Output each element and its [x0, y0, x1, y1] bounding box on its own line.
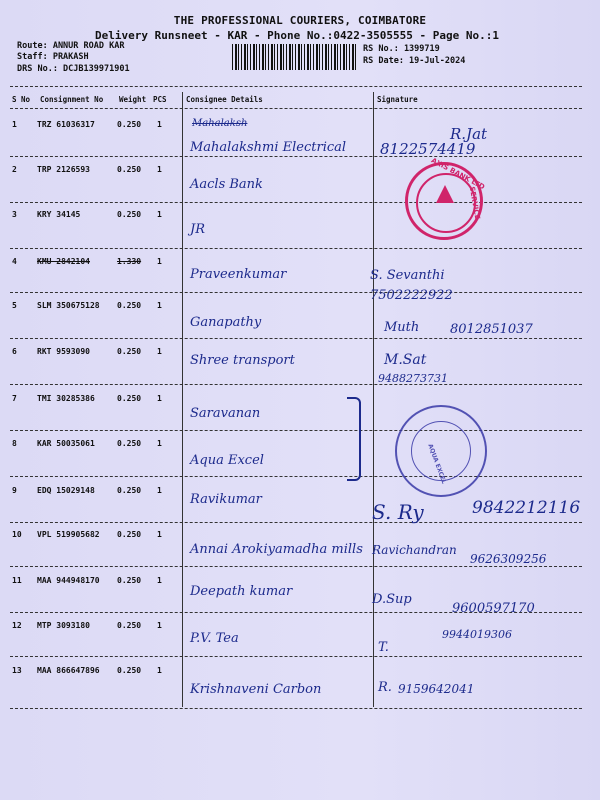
row-weight: 0.250 — [117, 530, 142, 539]
row-sno: 4 — [12, 257, 17, 266]
row-sno: 5 — [12, 301, 17, 310]
row-weight: 0.250 — [117, 347, 142, 356]
row-consignment: KAR 50035061 — [37, 439, 95, 448]
row-signature-phone: 9488273731 — [378, 372, 448, 385]
row-signature-phone: 8012851037 — [450, 322, 533, 337]
row-weight: 0.250 — [117, 439, 142, 448]
bracket-mark — [347, 397, 361, 481]
row-consignee-handwritten: JR — [190, 222, 205, 237]
company-stamp-text: AQUA EXCEL — [426, 443, 448, 485]
row-sno: 7 — [12, 394, 17, 403]
route-label: Route: ANNUR ROAD KAR — [17, 41, 125, 51]
rs-date-label: RS Date: 19-Jul-2024 — [363, 56, 466, 66]
row-signature: S. Sevanthi — [370, 268, 445, 283]
row-pcs: 1 — [157, 576, 162, 585]
row-consignee-handwritten: P.V. Tea — [190, 631, 239, 646]
row-consignee-handwritten: Saravanan — [190, 406, 261, 421]
drs-label: DRS No.: DCJB139971901 — [17, 64, 130, 74]
signature-column-line — [373, 92, 374, 707]
header-divider — [10, 108, 582, 109]
row-consignee-handwritten: Shree transport — [190, 353, 295, 368]
row-consignment: KRY 34145 — [37, 210, 81, 219]
row-signature: Muth — [384, 320, 420, 335]
row-consignee-handwritten: Deepath kumar — [190, 584, 293, 599]
row-weight: 0.250 — [117, 486, 142, 495]
row-consignment: EDQ 15029148 — [37, 486, 95, 495]
row-pcs: 1 — [157, 486, 162, 495]
row-consignment: MAA 866647896 — [37, 666, 100, 675]
row-consignee-handwritten: Aacls Bank — [190, 177, 263, 192]
consignee-column-line — [182, 92, 183, 707]
row-consignment: TRZ 61036317 — [37, 120, 95, 129]
row-signature-phone: 7502222922 — [370, 288, 453, 303]
row-signature-phone: 9944019306 — [442, 628, 512, 641]
row-divider — [10, 248, 582, 249]
row-signature-phone: 9842212116 — [472, 498, 581, 518]
col-header-consignee: Consignee Details — [186, 95, 263, 104]
row-pcs: 1 — [157, 347, 162, 356]
row-divider — [10, 476, 582, 477]
row-signature: S. Ry — [372, 500, 424, 524]
row-consignee-handwritten: Aqua Excel — [190, 453, 264, 468]
company-seal-stamp — [395, 405, 487, 497]
row-divider — [10, 156, 582, 157]
bottom-divider — [10, 708, 582, 709]
col-header-signature: Signature — [377, 95, 418, 104]
row-pcs: 1 — [157, 165, 162, 174]
row-consignment: VPL 519905682 — [37, 530, 100, 539]
document-title: THE PROFESSIONAL COURIERS, COIMBATORE — [173, 14, 427, 27]
row-consignee-handwritten: Ravikumar — [190, 492, 262, 507]
row-sno: 10 — [12, 530, 22, 539]
col-header-pcs: PCS — [153, 95, 167, 104]
bank-logo-icon — [436, 185, 454, 203]
barcode — [232, 44, 358, 70]
row-pcs: 1 — [157, 301, 162, 310]
row-weight: 0.250 — [117, 210, 142, 219]
row-consignment: MAA 944948170 — [37, 576, 100, 585]
row-consignee-handwritten: Mahalakshmi Electrical — [190, 140, 347, 155]
row-divider — [10, 338, 582, 339]
row-weight: 0.250 — [117, 394, 142, 403]
rs-no-label: RS No.: 1399719 — [363, 44, 440, 54]
row-divider — [10, 384, 582, 385]
col-header-weight: Weight — [119, 95, 147, 104]
row-divider — [10, 292, 582, 293]
row-consignment: RKT 9593090 — [37, 347, 90, 356]
row-signature: T. — [378, 640, 389, 655]
row-pcs: 1 — [157, 439, 162, 448]
row-sno: 1 — [12, 120, 17, 129]
row-divider — [10, 656, 582, 657]
row-weight: 0.250 — [117, 120, 142, 129]
row-pcs: 1 — [157, 210, 162, 219]
row-pcs: 1 — [157, 530, 162, 539]
row-sno: 6 — [12, 347, 17, 356]
col-header-consignment: Consignment No — [40, 95, 104, 104]
row-signature: Ravichandran — [372, 543, 457, 557]
row-signature-phone: 8122574419 — [380, 140, 476, 158]
row-divider — [10, 522, 582, 523]
row-signature-phone: 9626309256 — [470, 552, 547, 566]
row-pcs: 1 — [157, 257, 162, 266]
struck-consignee-text: Mahalaksh — [192, 118, 248, 129]
row-consignment: KMU 2842104 — [37, 257, 90, 266]
row-weight: 1.330 — [117, 257, 142, 266]
row-sno: 2 — [12, 165, 17, 174]
row-divider — [10, 430, 582, 431]
row-sno: 12 — [12, 621, 22, 630]
row-signature-phone: 9159642041 — [398, 682, 475, 696]
row-pcs: 1 — [157, 394, 162, 403]
row-consignee-handwritten: Praveenkumar — [190, 267, 287, 282]
row-consignment: SLM 350675128 — [37, 301, 100, 310]
bank-seal-stamp — [405, 156, 486, 240]
divider — [10, 86, 582, 87]
row-consignee-handwritten: Ganapathy — [190, 315, 262, 330]
row-consignee-handwritten: Krishnaveni Carbon — [190, 682, 322, 697]
row-pcs: 1 — [157, 120, 162, 129]
row-consignee-handwritten: Annai Arokiyamadha mills — [190, 542, 363, 557]
row-consignment: TRP 2126593 — [37, 165, 90, 174]
row-sno: 11 — [12, 576, 22, 585]
row-weight: 0.250 — [117, 165, 142, 174]
document-subtitle: Delivery Runsneet - KAR - Phone No.:0422-3505555 - Page No.:1 — [95, 29, 499, 42]
row-signature: D.Sup — [372, 592, 412, 607]
col-header-sno: S No — [12, 95, 31, 104]
row-divider — [10, 202, 582, 203]
row-pcs: 1 — [157, 666, 162, 675]
row-signature: R.Jat — [450, 125, 488, 143]
row-divider — [10, 566, 582, 567]
row-pcs: 1 — [157, 621, 162, 630]
row-consignment: TMI 30285386 — [37, 394, 95, 403]
row-signature: M.Sat — [384, 352, 427, 368]
row-weight: 0.250 — [117, 301, 142, 310]
row-signature: R. — [378, 680, 392, 695]
row-sno: 3 — [12, 210, 17, 219]
stamp-text-side: SERVICE — [467, 185, 482, 221]
row-weight: 0.250 — [117, 666, 142, 675]
row-consignment: MTP 3093180 — [37, 621, 90, 630]
row-weight: 0.250 — [117, 621, 142, 630]
row-sno: 8 — [12, 439, 17, 448]
row-sno: 13 — [12, 666, 22, 675]
stamp-text-top: AXIS BANK LTD — [429, 156, 486, 192]
row-weight: 0.250 — [117, 576, 142, 585]
staff-label: Staff: PRAKASH — [17, 52, 89, 62]
row-signature-phone: 9600597170 — [452, 601, 535, 616]
row-sno: 9 — [12, 486, 17, 495]
